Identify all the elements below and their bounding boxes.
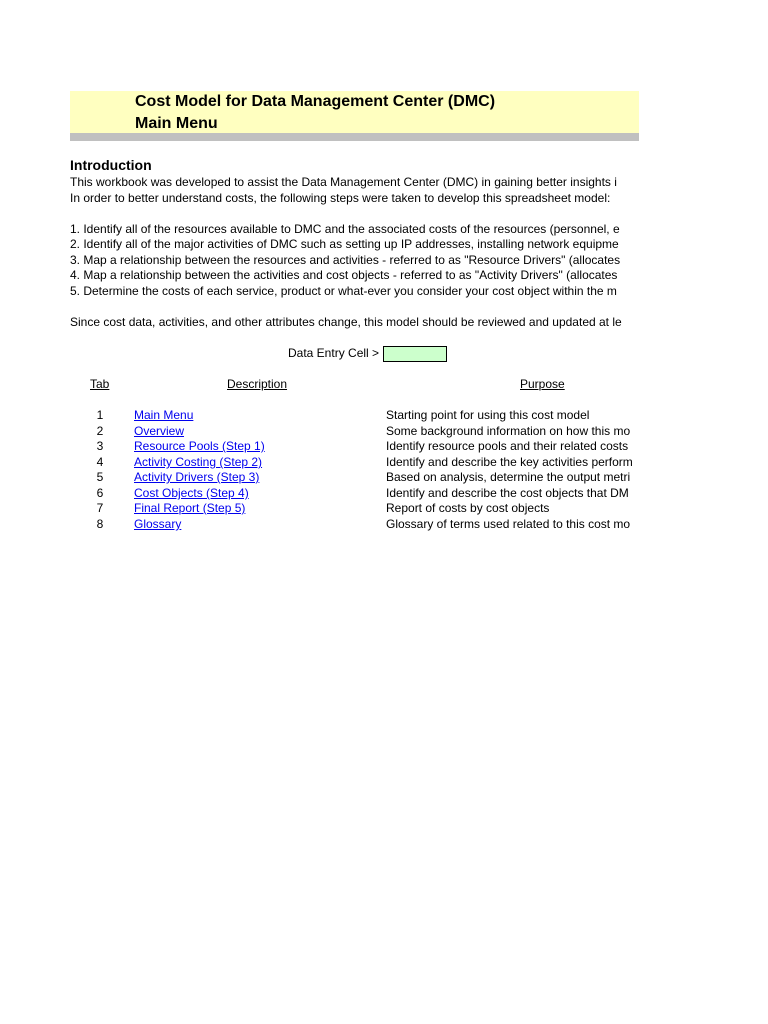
- table-row: [0, 517, 639, 532]
- step-item: 3. Map a relationship between the resources and activities - referred to as "Resource Drivers" (allocates: [70, 253, 621, 267]
- row-purpose: Identify and describe the key activities perform: [386, 455, 633, 469]
- table-row: [0, 486, 639, 501]
- link-cost-objects[interactable]: Cost Objects (Step 4): [134, 486, 249, 500]
- link-final-report[interactable]: Final Report (Step 5): [134, 501, 246, 515]
- column-header-description: Description: [227, 377, 288, 391]
- row-purpose: Glossary of terms used related to this cost mo: [386, 517, 631, 531]
- step-item: 5. Determine the costs of each service, product or what-ever you consider your cost object within the m: [70, 284, 617, 298]
- intro-closing: Since cost data, activities, and other attributes change, this model should be reviewed and updated at le: [70, 315, 622, 329]
- row-purpose: Identify resource pools and their related costs: [386, 439, 629, 453]
- tab-number: 6: [96, 486, 104, 500]
- table-row: [0, 408, 639, 423]
- row-purpose: Starting point for using this cost model: [386, 408, 590, 422]
- table-row: [0, 501, 639, 516]
- column-header-tab: Tab: [90, 377, 110, 391]
- link-main-menu[interactable]: Main Menu: [134, 408, 194, 422]
- link-glossary[interactable]: Glossary: [134, 517, 182, 531]
- link-overview[interactable]: Overview: [134, 424, 185, 438]
- tab-number: 7: [96, 501, 104, 515]
- tab-number: 1: [96, 408, 104, 422]
- page-title: Cost Model for Data Management Center (DMC): [135, 93, 496, 110]
- row-purpose: Identify and describe the cost objects that DM: [386, 486, 629, 500]
- tab-number: 2: [96, 424, 104, 438]
- intro-paragraph-1: This workbook was developed to assist the Data Management Center (DMC) in gaining better insights i: [70, 175, 617, 189]
- data-entry-label: Data Entry Cell >: [288, 346, 380, 360]
- tab-number: 8: [96, 517, 104, 531]
- link-activity-drivers[interactable]: Activity Drivers (Step 3): [134, 470, 260, 484]
- step-item: 1. Identify all of the resources available to DMC and the associated costs of the resources (personnel, e: [70, 222, 620, 236]
- tab-number: 4: [96, 455, 104, 469]
- tab-number: 5: [96, 470, 104, 484]
- link-activity-costing[interactable]: Activity Costing (Step 2): [134, 455, 263, 469]
- row-purpose: Report of costs by cost objects: [386, 501, 550, 515]
- table-row: [0, 424, 639, 439]
- data-entry-cell[interactable]: [383, 346, 447, 362]
- page-subtitle: Main Menu: [135, 115, 218, 132]
- column-header-purpose: Purpose: [520, 377, 565, 391]
- tab-number: 3: [96, 439, 104, 453]
- table-row: [0, 439, 639, 454]
- step-item: 2. Identify all of the major activities of DMC such as setting up IP addresses, installing network equipme: [70, 237, 619, 251]
- table-row: [0, 455, 639, 470]
- introduction-heading: Introduction: [70, 157, 152, 173]
- step-item: 4. Map a relationship between the activities and cost objects - referred to as "Activity Drivers" (allocates: [70, 268, 618, 282]
- intro-paragraph-2: In order to better understand costs, the following steps were taken to develop this spreadsheet model:: [70, 191, 611, 205]
- row-purpose: Based on analysis, determine the output metri: [386, 470, 631, 484]
- link-resource-pools[interactable]: Resource Pools (Step 1): [134, 439, 265, 453]
- title-banner-divider: [70, 133, 639, 141]
- table-row: [0, 470, 639, 485]
- row-purpose: Some background information on how this mo: [386, 424, 631, 438]
